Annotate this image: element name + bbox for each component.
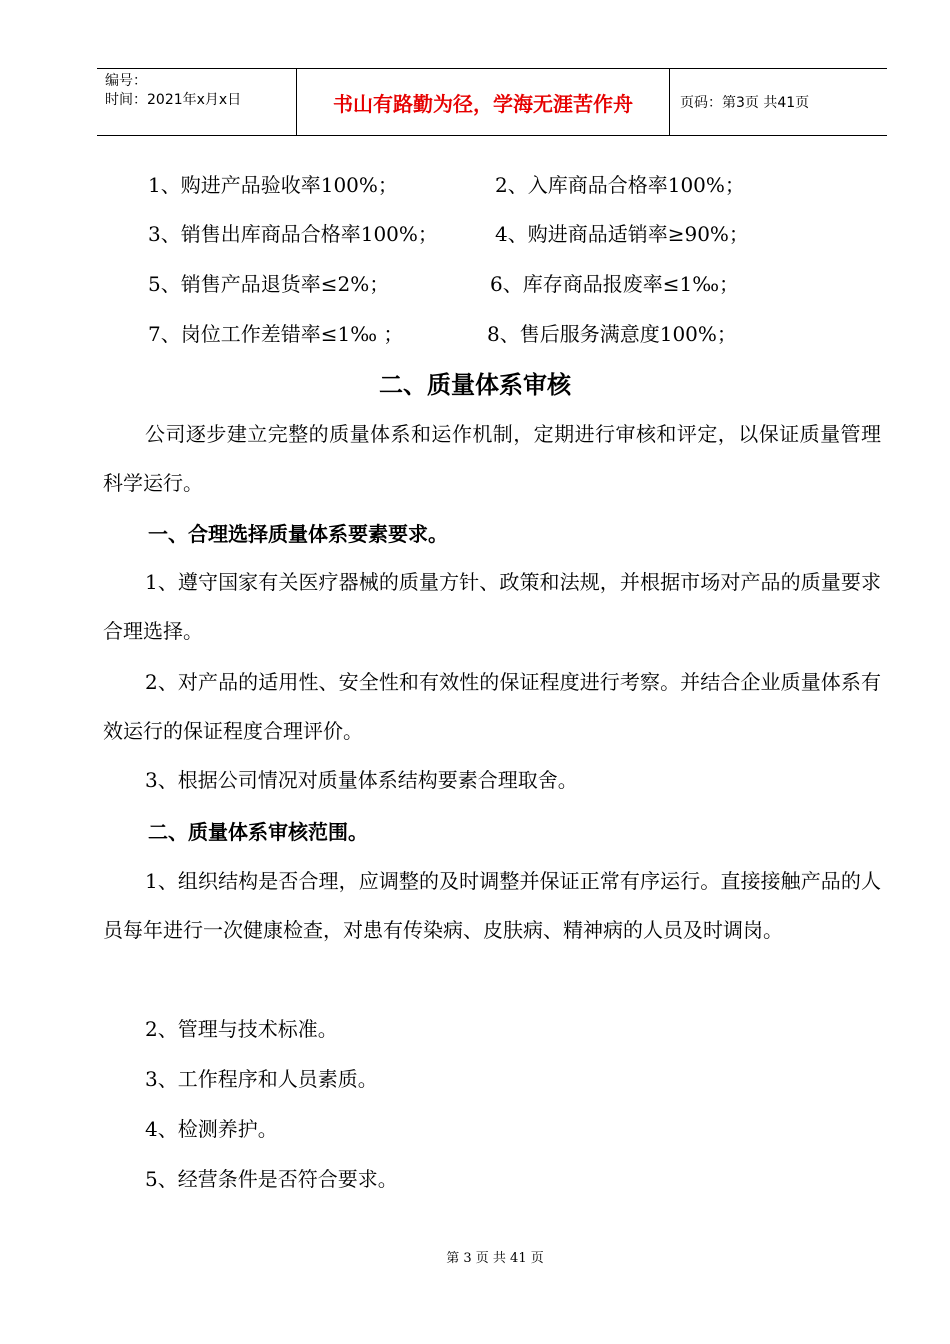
- subsection-2-title: 二、质量体系审核范围。: [148, 820, 368, 844]
- subsection-2-item: 1、组织结构是否合理，应调整的及时调整并保证正常有序运行。直接接触产品的人员每年进行一次健康检查，对患有传染病、皮肤病、精神病的人员及时调岗。: [103, 869, 881, 942]
- subsection-1-item: 1、遵守国家有关医疗器械的质量方针、政策和法规，并根据市场对产品的质量要求合理选择。: [103, 570, 881, 643]
- subsection-2-item: 2、管理与技术标准。: [145, 1017, 338, 1041]
- metric-item: 8、售后服务满意度100%；: [487, 322, 737, 346]
- page-footer: 第 3 页 共 41 页: [446, 1251, 544, 1266]
- header-motto: 书山有路勤为径，学海无涯苦作舟: [297, 69, 670, 135]
- subsection-1-title: 一、合理选择质量体系要素要求。: [148, 522, 448, 546]
- document-number-label: 编号：: [105, 73, 147, 89]
- subsection-2-item: 3、工作程序和人员素质。: [145, 1067, 378, 1091]
- page-header: [97, 68, 887, 136]
- header-page-info: 页码：第3页 共41页: [680, 95, 810, 111]
- metric-item: 1、购进产品验收率100%；: [148, 173, 398, 197]
- subsection-2-item: 5、经营条件是否符合要求。: [145, 1167, 398, 1191]
- metric-item: 4、购进商品适销率≥90%；: [495, 222, 749, 246]
- metric-item: 7、岗位工作差错率≤1‰ ；: [148, 322, 404, 346]
- intro-paragraph: 公司逐步建立完整的质量体系和运作机制，定期进行审核和评定，以保证质量管理科学运行。: [103, 422, 881, 495]
- metric-item: 6、库存商品报废率≤1‰；: [490, 272, 740, 296]
- section-title: 二、质量体系审核: [379, 371, 571, 399]
- document-time: 时间：2021年x月x日: [105, 92, 242, 108]
- metric-item: 2、入库商品合格率100%；: [495, 173, 745, 197]
- metric-item: 5、销售产品退货率≤2%；: [148, 272, 390, 296]
- subsection-2-item: 4、检测养护。: [145, 1117, 278, 1141]
- subsection-1-item: 3、根据公司情况对质量体系结构要素合理取舍。: [145, 768, 578, 792]
- subsection-1-item: 2、对产品的适用性、安全性和有效性的保证程度进行考察。并结合企业质量体系有效运行的保证程度合理评价。: [103, 670, 881, 743]
- header-meta: [97, 69, 297, 135]
- metric-item: 3、销售出库商品合格率100%；: [148, 222, 438, 246]
